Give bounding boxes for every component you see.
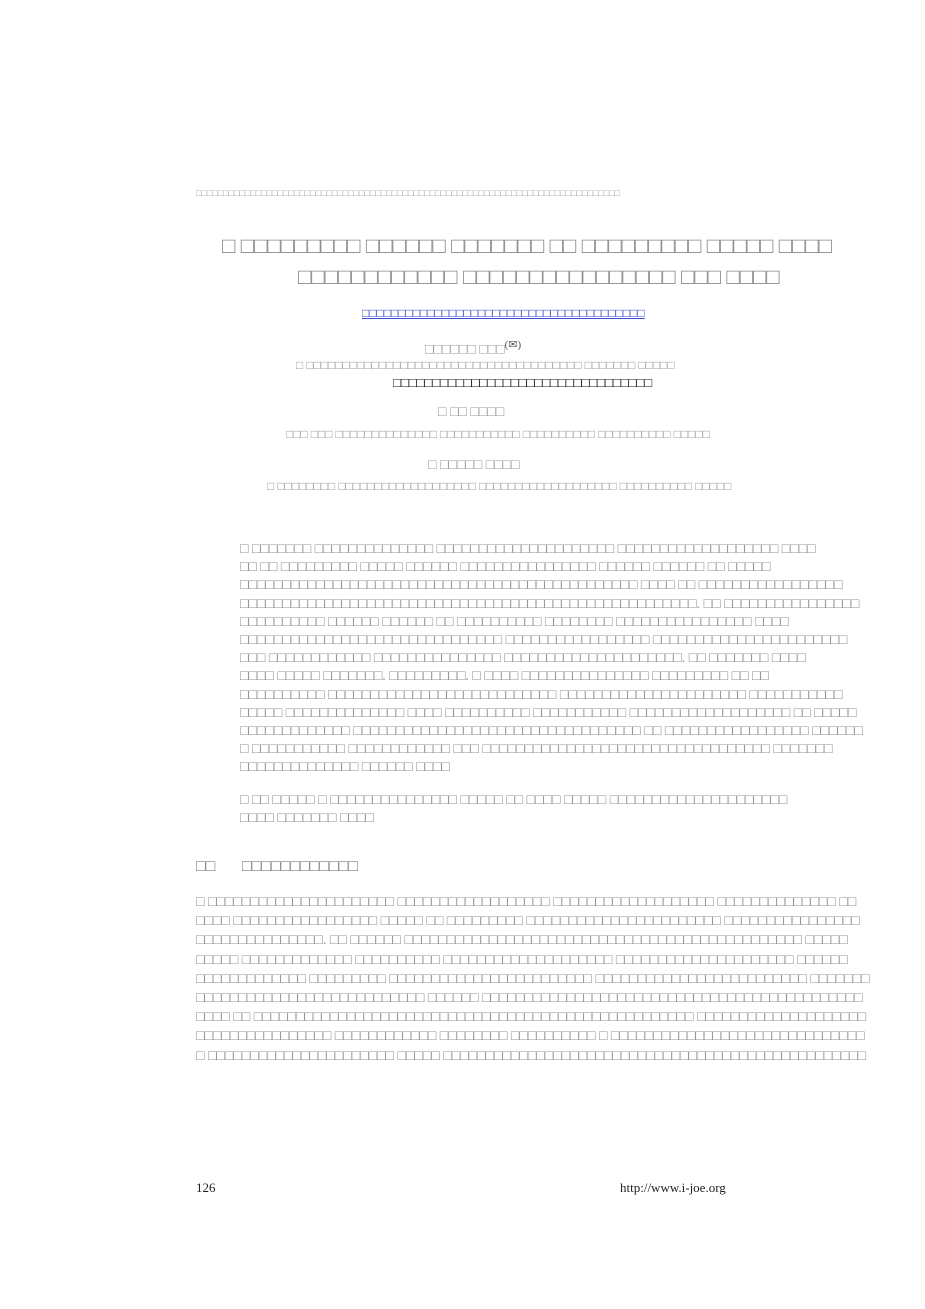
paper-title-line-2: □□□□□□□□□□□□ □□□□□□□□□□□□□□□□ □□□ □□□□ bbox=[298, 264, 780, 289]
body-line: □□□□ □□□□□□□□□□□□□□□□□ □□□□□ □□ □□□□□□□□□ □□□□□□□□□□□□□□□□□□□□□□□ □□□□□□□□□□□□□□□□ bbox=[196, 914, 860, 930]
body-line: □ □□□□□□□□□□□□□□□□□□□□□□ □□□□□ □□□□□□□□□□□□□□□□□□□□□□□□□□□□□□□□□□□□□□□□□□□□□□□□□□ bbox=[196, 1048, 867, 1064]
keywords-line: □□□□ □□□□□□□ □□□□ bbox=[240, 811, 374, 826]
footer-url[interactable]: http://www.i-joe.org bbox=[620, 1180, 726, 1195]
abstract-line: □□□□□□□□□□□□□□ □□□□□□ □□□□ bbox=[240, 760, 450, 776]
journal-header: □□□□□□□□□□□□□□□□□□□□□□□□□□□□□□□□□□□□□□□□□□□□□□□□□□□□□□□□□□□□□□□□□□□□□□□□□□□□□□ bbox=[196, 188, 621, 198]
abstract-line: □□□ □□□□□□□□□□□□ □□□□□□□□□□□□□□□ □□□□□□□□□□□□□□□□□□□□□. □□ □□□□□□□ □□□□ bbox=[240, 651, 806, 667]
author-1-affiliation: □ □□□□□□□□□□□□□□□□□□□□□□□□□□□□□□□□□□□□□□ □□□□□□□ □□□□□ bbox=[296, 358, 675, 372]
paper-title-line-1: □ □□□□□□□□□ □□□□□□ □□□□□□□ □□ □□□□□□□□□ □□□□□ □□□□ bbox=[222, 233, 832, 258]
abstract-line: □ □□□□□□□□□□□ □□□□□□□□□□□□ □□□ □□□□□□□□□□□□□□□□□□□□□□□□□□□□□□□□□□ □□□□□□□ bbox=[240, 742, 833, 758]
body-line: □□□□□□□□□□□□□□□. □□ □□□□□□ □□□□□□□□□□□□□□□□□□□□□□□□□□□□□□□□□□□□□□□□□□□□□□□ □□□□□ bbox=[196, 933, 848, 949]
abstract-line: □□□□□□□□□□□□□ □□□□□□□□□□□□□□□□□□□□□□□□□□□□□□□□□□ □□ □□□□□□□□□□□□□□□□□ □□□□□□ bbox=[240, 724, 863, 740]
body-line: □□□□ □□ □□□□□□□□□□□□□□□□□□□□□□□□□□□□□□□□□□□□□□□□□□□□□□□□□□□□ □□□□□□□□□□□□□□□□□□□□ bbox=[196, 1010, 867, 1026]
author-1 bbox=[425, 338, 521, 359]
abstract-line: □□□□□□□□□□ □□□□□□□□□□□□□□□□□□□□□□□□□□□ □□□□□□□□□□□□□□□□□□□□□□ □□□□□□□□□□□ bbox=[240, 687, 843, 703]
email-envelope-icon[interactable]: (✉) bbox=[504, 339, 522, 351]
keywords bbox=[240, 792, 788, 828]
body-line: □□□□□□□□□□□□□□□□ □□□□□□□□□□□□ □□□□□□□□ □□□□□□□□□□ □ □□□□□□□□□□□□□□□□□□□□□□□□□□□□□□ bbox=[196, 1029, 865, 1045]
author-1-name: □□□□□□ □□□ bbox=[425, 342, 505, 358]
body-line: □□□□□□□□□□□□□□□□□□□□□□□□□□□ □□□□□□ □□□□□□□□□□□□□□□□□□□□□□□□□□□□□□□□□□□□□□□□□□□□□ bbox=[196, 991, 863, 1007]
abstract-line: □□□□□□□□□□□□□□□□□□□□□□□□□□□□□□□ □□□□□□□□□□□□□□□□□ □□□□□□□□□□□□□□□□□□□□□□□ bbox=[240, 633, 848, 649]
author-1-email[interactable]: □□□□□□□□□□□□□□□□□□□□□□□□□□□□□□□□□ bbox=[393, 375, 653, 390]
author-3-name: □ □□□□□ □□□□ bbox=[428, 458, 520, 473]
keywords-line: □ □□ □□□□□ □ □□□□□□□□□□□□□□□ □□□□□ □□ □□□□ □□□□□ □□□□□□□□□□□□□□□□□□□□□ bbox=[240, 793, 788, 808]
section-number: □□ bbox=[196, 858, 216, 875]
abstract-line: □□□□ □□□□□ □□□□□□□. □□□□□□□□□. □ □□□□ □□□□□□□□□□□□□□□ □□□□□□□□□ □□ □□ bbox=[240, 669, 769, 685]
abstract-line: □□□□□□□□□□ □□□□□□ □□□□□□ □□ □□□□□□□□□□ □□□□□□□□ □□□□□□□□□□□□□□□□ □□□□ bbox=[240, 614, 789, 630]
author-2-name: □ □□ □□□□ bbox=[438, 405, 505, 420]
body-line: □ □□□□□□□□□□□□□□□□□□□□□□ □□□□□□□□□□□□□□□□□□ □□□□□□□□□□□□□□□□□□□ □□□□□□□□□□□□□□ □□ bbox=[196, 895, 857, 910]
abstract bbox=[240, 541, 863, 778]
author-2-affiliation: □□□ □□□ □□□□□□□□□□□□□□ □□□□□□□□□□□ □□□□□□□□□□ □□□□□□□□□□ □□□□□ bbox=[286, 427, 710, 441]
abstract-line: □□ □□ □□□□□□□□□ □□□□□ □□□□□□ □□□□□□□□□□□□□□□□ □□□□□□ □□□□□□ □□ □□□□□ bbox=[240, 560, 771, 576]
abstract-line: □ □□□□□□□ □□□□□□□□□□□□□□ □□□□□□□□□□□□□□□□□□□□□ □□□□□□□□□□□□□□□□□□□ □□□□ bbox=[240, 542, 816, 557]
section-title: □□□□□□□□□□□□ bbox=[242, 858, 358, 875]
doi-link[interactable]: □□□□□□□□□□□□□□□□□□□□□□□□□□□□□□□□□□□□□□□ bbox=[362, 306, 645, 320]
abstract-line: □□□□□ □□□□□□□□□□□□□□ □□□□ □□□□□□□□□□ □□□□□□□□□□□ □□□□□□□□□□□□□□□□□□□ □□ □□□□□ bbox=[240, 705, 857, 721]
body-text bbox=[196, 893, 870, 1066]
abstract-line: □□□□□□□□□□□□□□□□□□□□□□□□□□□□□□□□□□□□□□□□□□□□□□□ □□□□ □□ □□□□□□□□□□□□□□□□□ bbox=[240, 578, 843, 594]
body-line: □□□□□□□□□□□□□ □□□□□□□□□ □□□□□□□□□□□□□□□□□□□□□□□□ □□□□□□□□□□□□□□□□□□□□□□□□□ □□□□□□□ bbox=[196, 971, 870, 987]
body-line: □□□□□ □□□□□□□□□□□□□ □□□□□□□□□□ □□□□□□□□□□□□□□□□□□□□ □□□□□□□□□□□□□□□□□□□□□ □□□□□□ bbox=[196, 952, 848, 968]
abstract-line: □□□□□□□□□□□□□□□□□□□□□□□□□□□□□□□□□□□□□□□□□□□□□□□□□□□□□□. □□ □□□□□□□□□□□□□□□□ bbox=[240, 596, 860, 612]
page-number: 126 bbox=[196, 1180, 216, 1195]
author-3-affiliation: □ □□□□□□□□ □□□□□□□□□□□□□□□□□□□ □□□□□□□□□□□□□□□□□□□ □□□□□□□□□□ □□□□□ bbox=[267, 479, 732, 493]
